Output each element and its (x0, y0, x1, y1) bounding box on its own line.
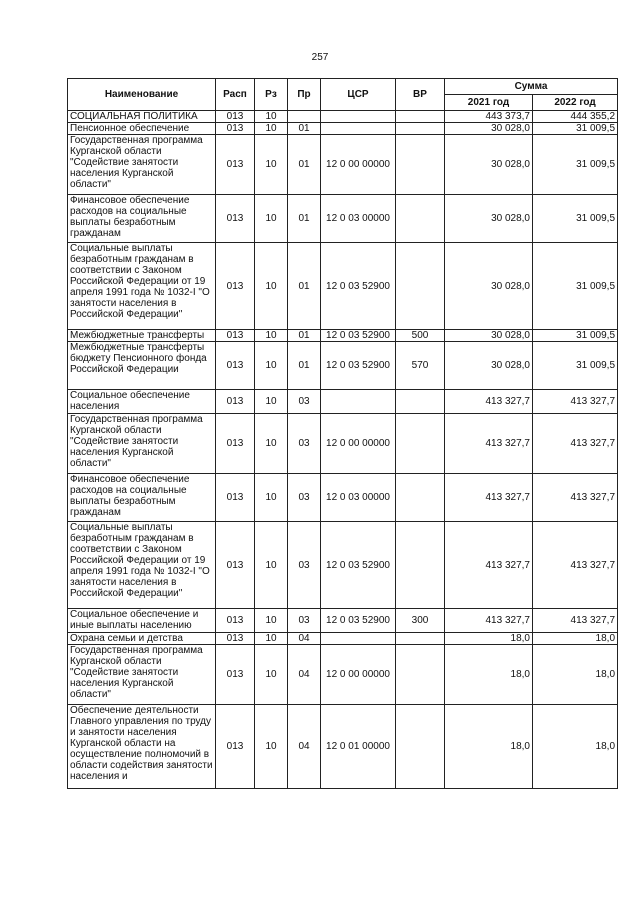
cell-2021: 30 028,0 (445, 195, 533, 243)
cell-vr: 300 (396, 609, 445, 633)
cell-2022: 31 009,5 (533, 342, 618, 390)
table-row (68, 342, 618, 390)
cell-rasp: 013 (216, 414, 255, 474)
table-row (68, 633, 618, 645)
cell-name: Социальное обеспечение и иные выплаты населению (68, 609, 216, 633)
cell-csr: 12 0 00 00000 (321, 414, 396, 474)
cell-name: Обеспечение деятельности Главного управления по труду и занятости населения Курганской области на осуществление полномочий в области содействия занятости населения и (68, 705, 216, 789)
cell-rz: 10 (255, 390, 288, 414)
cell-csr: 12 0 03 00000 (321, 195, 396, 243)
table-row (68, 609, 618, 633)
cell-vr (396, 390, 445, 414)
cell-name: Финансовое обеспечение расходов на социальные выплаты безработным гражданам (68, 195, 216, 243)
cell-pr: 01 (288, 195, 321, 243)
cell-pr: 03 (288, 522, 321, 609)
cell-name: Социальное обеспечение населения (68, 390, 216, 414)
cell-2022: 413 327,7 (533, 414, 618, 474)
table-row (68, 705, 618, 789)
cell-2021: 413 327,7 (445, 414, 533, 474)
table-row (68, 645, 618, 705)
cell-rasp: 013 (216, 243, 255, 330)
cell-csr (321, 633, 396, 645)
header-vr: ВР (396, 79, 445, 111)
header-year-2021: 2021 год (445, 95, 533, 111)
cell-csr: 12 0 03 00000 (321, 474, 396, 522)
cell-name: Социальные выплаты безработным гражданам в соответствии с Законом Российской Федерации от 19 апреля 1991 года № 1032-I "О занятости населения в Российской Федерации" (68, 243, 216, 330)
table-body (68, 111, 618, 789)
cell-rasp: 013 (216, 609, 255, 633)
table-row (68, 474, 618, 522)
cell-name: Межбюджетные трансферты бюджету Пенсионного фонда Российской Федерации (68, 342, 216, 390)
header-rz: Рз (255, 79, 288, 111)
cell-vr (396, 645, 445, 705)
cell-name: Государственная программа Курганской области "Содействие занятости населения Курганской области" (68, 645, 216, 705)
cell-rz: 10 (255, 135, 288, 195)
cell-2021: 30 028,0 (445, 123, 533, 135)
cell-csr (321, 123, 396, 135)
cell-csr: 12 0 03 52900 (321, 522, 396, 609)
cell-csr: 12 0 03 52900 (321, 342, 396, 390)
cell-pr: 04 (288, 645, 321, 705)
page-number: 257 (311, 52, 329, 63)
cell-rasp: 013 (216, 342, 255, 390)
cell-2021: 30 028,0 (445, 135, 533, 195)
cell-pr: 01 (288, 243, 321, 330)
table-row (68, 243, 618, 330)
table-row (68, 414, 618, 474)
cell-rz: 10 (255, 474, 288, 522)
cell-vr: 570 (396, 342, 445, 390)
table-row (68, 123, 618, 135)
cell-name: Государственная программа Курганской области "Содействие занятости населения Курганской области" (68, 414, 216, 474)
cell-2021: 443 373,7 (445, 111, 533, 123)
cell-vr (396, 633, 445, 645)
cell-name: Охрана семьи и детства (68, 633, 216, 645)
cell-2022: 444 355,2 (533, 111, 618, 123)
cell-name: Межбюджетные трансферты (68, 330, 216, 342)
cell-rz: 10 (255, 330, 288, 342)
cell-pr: 04 (288, 705, 321, 789)
cell-pr: 01 (288, 135, 321, 195)
cell-vr (396, 111, 445, 123)
cell-2021: 30 028,0 (445, 342, 533, 390)
cell-rz: 10 (255, 342, 288, 390)
cell-rasp: 013 (216, 474, 255, 522)
cell-2022: 31 009,5 (533, 195, 618, 243)
cell-pr: 01 (288, 123, 321, 135)
cell-2021: 30 028,0 (445, 330, 533, 342)
cell-name: Государственная программа Курганской области "Содействие занятости населения Курганской области" (68, 135, 216, 195)
cell-rz: 10 (255, 414, 288, 474)
cell-rasp: 013 (216, 633, 255, 645)
cell-rasp: 013 (216, 135, 255, 195)
header-csr: ЦСР (321, 79, 396, 111)
cell-csr: 12 0 03 52900 (321, 609, 396, 633)
cell-rasp: 013 (216, 390, 255, 414)
table-row (68, 195, 618, 243)
cell-2021: 413 327,7 (445, 390, 533, 414)
cell-2022: 31 009,5 (533, 123, 618, 135)
cell-rz: 10 (255, 522, 288, 609)
cell-rz: 10 (255, 609, 288, 633)
cell-2021: 18,0 (445, 633, 533, 645)
budget-table (67, 78, 618, 789)
cell-vr (396, 195, 445, 243)
cell-vr (396, 243, 445, 330)
cell-rasp: 013 (216, 111, 255, 123)
cell-2021: 18,0 (445, 705, 533, 789)
cell-vr (396, 414, 445, 474)
cell-rasp: 013 (216, 195, 255, 243)
cell-pr: 03 (288, 390, 321, 414)
cell-csr: 12 0 03 52900 (321, 243, 396, 330)
cell-pr (288, 111, 321, 123)
cell-2022: 31 009,5 (533, 135, 618, 195)
cell-csr (321, 111, 396, 123)
cell-2022: 18,0 (533, 633, 618, 645)
cell-vr: 500 (396, 330, 445, 342)
cell-pr: 03 (288, 609, 321, 633)
cell-vr (396, 123, 445, 135)
cell-rasp: 013 (216, 522, 255, 609)
cell-csr: 12 0 00 00000 (321, 135, 396, 195)
cell-name: Пенсионное обеспечение (68, 123, 216, 135)
cell-vr (396, 522, 445, 609)
cell-2022: 31 009,5 (533, 330, 618, 342)
cell-csr: 12 0 00 00000 (321, 645, 396, 705)
table-row (68, 135, 618, 195)
cell-pr: 01 (288, 342, 321, 390)
cell-2022: 18,0 (533, 705, 618, 789)
cell-2021: 413 327,7 (445, 522, 533, 609)
cell-rasp: 013 (216, 705, 255, 789)
cell-2021: 18,0 (445, 645, 533, 705)
cell-rz: 10 (255, 195, 288, 243)
cell-2022: 413 327,7 (533, 390, 618, 414)
cell-csr: 12 0 01 00000 (321, 705, 396, 789)
cell-pr: 01 (288, 330, 321, 342)
cell-rasp: 013 (216, 123, 255, 135)
header-year-2022: 2022 год (533, 95, 618, 111)
cell-vr (396, 705, 445, 789)
cell-pr: 03 (288, 474, 321, 522)
cell-pr: 04 (288, 633, 321, 645)
cell-2022: 31 009,5 (533, 243, 618, 330)
cell-rz: 10 (255, 243, 288, 330)
cell-rz: 10 (255, 111, 288, 123)
cell-2022: 413 327,7 (533, 474, 618, 522)
header-name: Наименование (68, 79, 216, 111)
table-row (68, 330, 618, 342)
header-sum: Сумма (445, 79, 618, 95)
cell-vr (396, 135, 445, 195)
cell-2022: 18,0 (533, 645, 618, 705)
cell-vr (396, 474, 445, 522)
cell-rasp: 013 (216, 330, 255, 342)
cell-csr (321, 390, 396, 414)
cell-rz: 10 (255, 705, 288, 789)
cell-2022: 413 327,7 (533, 522, 618, 609)
cell-pr: 03 (288, 414, 321, 474)
cell-2021: 30 028,0 (445, 243, 533, 330)
cell-name: Финансовое обеспечение расходов на социальные выплаты безработным гражданам (68, 474, 216, 522)
cell-name: Социальные выплаты безработным гражданам в соответствии с Законом Российской Федерации от 19 апреля 1991 года № 1032-I "О занятости населения в Российской Федерации" (68, 522, 216, 609)
header-pr: Пр (288, 79, 321, 111)
table-row (68, 390, 618, 414)
cell-2021: 413 327,7 (445, 474, 533, 522)
cell-csr: 12 0 03 52900 (321, 330, 396, 342)
cell-rasp: 013 (216, 645, 255, 705)
cell-name: СОЦИАЛЬНАЯ ПОЛИТИКА (68, 111, 216, 123)
cell-2021: 413 327,7 (445, 609, 533, 633)
cell-rz: 10 (255, 633, 288, 645)
cell-rz: 10 (255, 123, 288, 135)
cell-2022: 413 327,7 (533, 609, 618, 633)
cell-rz: 10 (255, 645, 288, 705)
header-rasp: Расп (216, 79, 255, 111)
table-row (68, 111, 618, 123)
table-row (68, 522, 618, 609)
